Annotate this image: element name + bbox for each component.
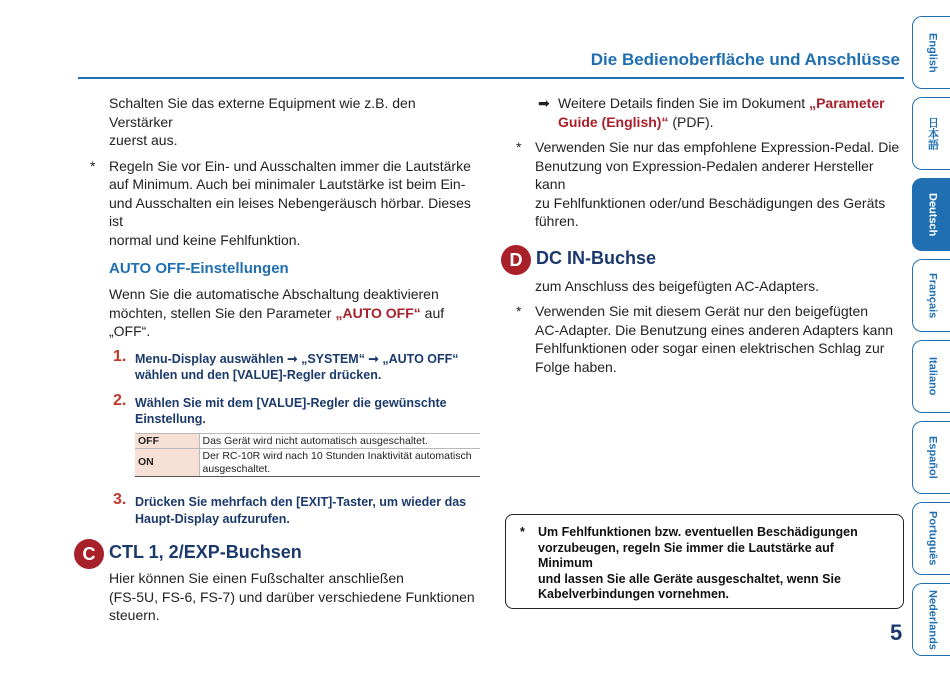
step-line: Einstellung. xyxy=(135,412,206,426)
warning-box xyxy=(505,514,904,609)
section-badge-d: D xyxy=(501,245,531,275)
auto-off-parameter: „AUTO OFF“ xyxy=(335,304,421,321)
auto-off-text xyxy=(78,285,480,341)
auto-off-line xyxy=(109,304,480,341)
warning-asterisk: * xyxy=(520,525,525,539)
page-number: 5 xyxy=(890,620,903,645)
reference-line xyxy=(558,94,904,113)
note-ac-adapter xyxy=(500,302,904,376)
note-line: Verwenden Sie nur das empfohlene Expression-Pedal. Die xyxy=(535,139,900,155)
option-key: OFF xyxy=(135,433,199,449)
note-line: Regeln Sie vor Ein- und Ausschalten immer die Lautstärke xyxy=(109,157,471,174)
warning-line: und lassen Sie alle Geräte ausgeschaltet, wenn Sie xyxy=(538,571,841,586)
step-1 xyxy=(78,347,480,384)
step-number: 1. xyxy=(113,347,127,365)
note-line: auf Minimum. Auch bei minimaler Lautstärke ist beim Ein- xyxy=(109,176,466,192)
tab-portugues[interactable] xyxy=(912,502,950,575)
left-column xyxy=(78,94,480,625)
tab-english[interactable] xyxy=(912,16,950,89)
tab-label: Français xyxy=(926,272,939,319)
section-c-heading xyxy=(78,542,480,563)
step-line: Wählen Sie mit dem [VALUE]-Regler die gewünschte xyxy=(135,395,447,410)
tab-label: Nederlands xyxy=(926,589,939,650)
note-asterisk: * xyxy=(516,303,522,319)
arrow-right-icon: ➡ xyxy=(538,95,550,111)
tab-francais[interactable] xyxy=(912,259,950,332)
warning-line: vorzubeugen, regeln Sie immer die Lautstärke auf Minimum xyxy=(538,540,834,570)
intro-line: Schalten Sie das externe Equipment wie z.B. den Verstärker xyxy=(109,95,416,130)
tab-deutsch[interactable] xyxy=(912,178,950,251)
option-description xyxy=(199,449,480,477)
tab-label: Deutsch xyxy=(926,192,939,237)
reference-line xyxy=(558,113,904,132)
tab-label: Español xyxy=(926,436,939,479)
note-line: Fehlfunktionen oder sogar einen elektrischen Schlag zur xyxy=(535,340,885,356)
step-line: wählen und den [VALUE]-Regler drücken. xyxy=(135,368,382,382)
note-asterisk: * xyxy=(90,157,96,174)
note-asterisk: * xyxy=(516,139,522,155)
warning-line: Kabelverbindungen vornehmen. xyxy=(538,587,730,601)
step-line: Drücken Sie mehrfach den [EXIT]-Taster, um wieder das xyxy=(135,495,467,509)
note-volume-minimum xyxy=(78,157,480,250)
tab-nederlands[interactable] xyxy=(912,583,950,656)
reference-text-pre: Weitere Details finden Sie im Dokument xyxy=(558,95,810,111)
auto-off-text-pre: möchten, stellen Sie den Parameter xyxy=(109,304,336,321)
note-line: führen. xyxy=(535,213,579,229)
intro-line: zuerst aus. xyxy=(109,132,178,148)
step-line: Menu-Display auswählen ➞ „SYSTEM“ ➞ „AUTO OFF“ xyxy=(135,351,459,366)
step-3 xyxy=(78,491,480,527)
option-key: ON xyxy=(135,449,199,477)
reference-text-post: (PDF). xyxy=(668,113,714,130)
auto-off-options-table xyxy=(135,433,480,478)
tab-espanol[interactable] xyxy=(912,421,950,494)
note-line: Folge haben. xyxy=(535,358,617,375)
tab-japanese[interactable] xyxy=(912,97,950,170)
auto-off-heading: AUTO OFF-Einstellungen xyxy=(109,260,289,277)
step-2 xyxy=(78,391,480,428)
section-title: CTL 1, 2/EXP-Buchsen xyxy=(109,542,302,562)
intro-text xyxy=(78,94,480,150)
section-badge-c: C xyxy=(74,539,104,569)
table-row xyxy=(135,449,480,477)
tab-label: 日本語 xyxy=(926,117,939,150)
header-rule xyxy=(78,77,904,79)
parameter-guide-link[interactable]: Guide (English)“ xyxy=(558,113,669,130)
option-description-line: ausgeschaltet. xyxy=(202,462,271,475)
note-line: normal und keine Fehlfunktion. xyxy=(109,231,301,248)
section-d-text: zum Anschluss des beigefügten AC-Adapters. xyxy=(535,277,820,294)
section-c-text xyxy=(78,569,480,625)
tab-label: English xyxy=(926,32,939,73)
auto-off-line: Wenn Sie die automatische Abschaltung deaktivieren xyxy=(109,286,439,302)
note-line: Benutzung von Expression-Pedalen anderer Hersteller kann xyxy=(535,157,874,192)
tab-italiano[interactable] xyxy=(912,340,950,413)
note-line: AC-Adapter. Die Benutzung eines anderen Adapters kann xyxy=(535,321,894,338)
note-line: Verwenden Sie mit diesem Gerät nur den beigefügten xyxy=(535,303,869,319)
option-description-line: Der RC-10R wird nach 10 Stunden Inaktivität automatisch xyxy=(202,450,472,462)
step-number: 2. xyxy=(113,391,127,409)
section-c-line: steuern. xyxy=(109,607,160,623)
step-number: 3. xyxy=(113,491,127,508)
auto-off-text-post: auf „OFF“. xyxy=(109,304,445,339)
step-line: Haupt-Display aufzurufen. xyxy=(135,511,290,526)
section-c-line: Hier können Sie einen Fußschalter anschließen xyxy=(109,570,404,586)
note-line: zu Fehlfunktionen oder/und Beschädigungen des Geräts xyxy=(535,194,886,211)
tab-label: Português xyxy=(926,511,939,566)
warning-line: Um Fehlfunktionen bzw. eventuellen Beschädigungen xyxy=(538,525,858,539)
section-c-line: (FS-5U, FS-6, FS-7) und darüber verschiedene Funktionen xyxy=(109,588,475,605)
parameter-guide-reference xyxy=(500,94,904,131)
note-expression-pedal xyxy=(500,138,904,231)
table-row xyxy=(135,433,480,449)
note-line: und Ausschalten ein leises Nebengeräusch hörbar. Dieses ist xyxy=(109,194,471,229)
page-header-title: Die Bedienoberfläche und Anschlüsse xyxy=(590,50,900,69)
parameter-guide-link[interactable]: „Parameter xyxy=(809,95,885,111)
option-description xyxy=(199,433,480,449)
tab-label: Italiano xyxy=(926,357,939,396)
section-title: DC IN-Buchse xyxy=(536,247,657,268)
right-column xyxy=(500,94,904,376)
option-description-line: Das Gerät wird nicht automatisch ausgeschaltet. xyxy=(202,434,428,447)
section-d-heading xyxy=(500,248,904,269)
